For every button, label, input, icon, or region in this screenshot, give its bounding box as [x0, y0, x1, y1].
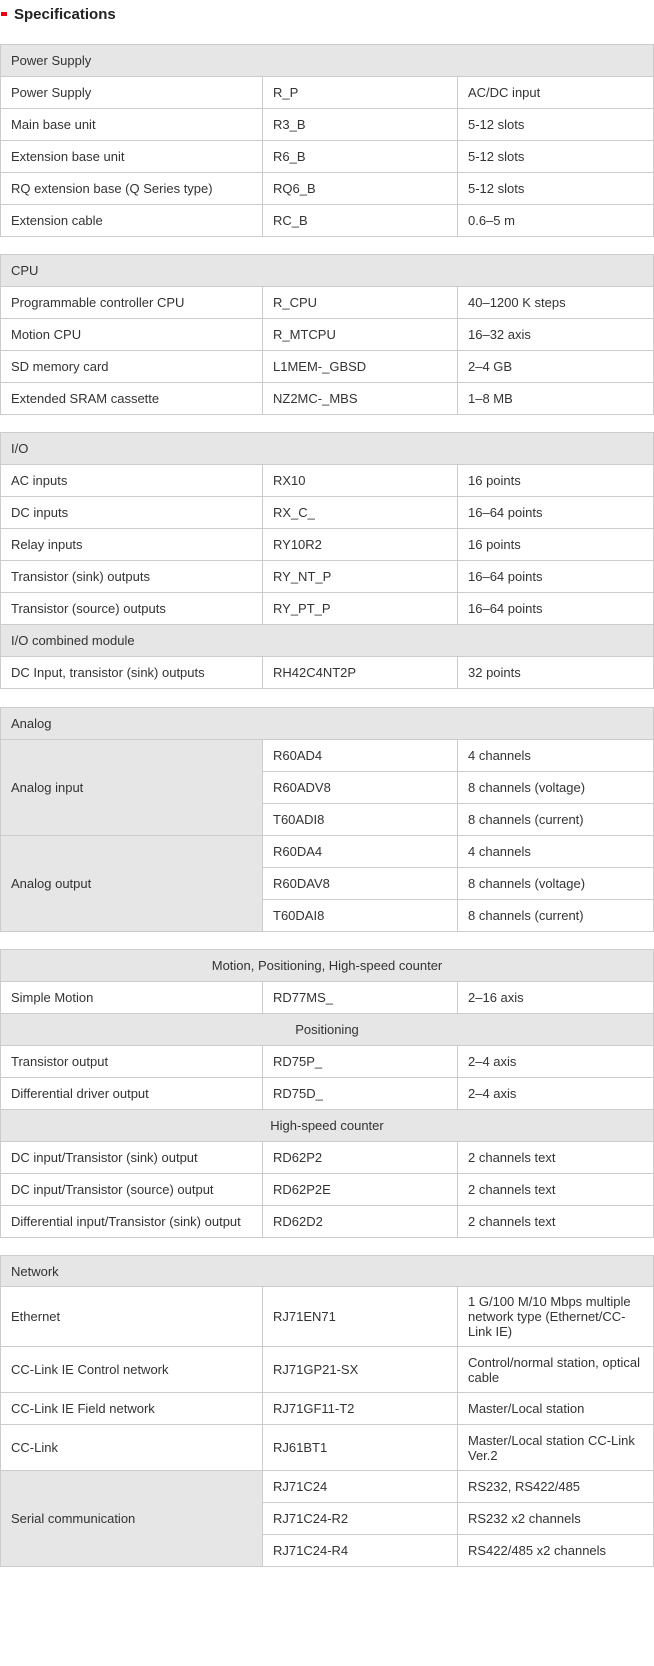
item-name: Main base unit — [1, 109, 263, 141]
item-name: Analog input — [1, 740, 263, 836]
item-spec: 16 points — [458, 465, 654, 497]
item-spec: RS232 x2 channels — [458, 1503, 654, 1535]
item-name: Relay inputs — [1, 529, 263, 561]
item-model: RD75D_ — [263, 1078, 458, 1110]
item-name: Transistor output — [1, 1046, 263, 1078]
item-model: RD62P2 — [263, 1142, 458, 1174]
io-table — [0, 432, 654, 689]
item-spec: 2–16 axis — [458, 982, 654, 1014]
network-table — [0, 1255, 654, 1567]
item-model: RX10 — [263, 465, 458, 497]
item-model: RD75P_ — [263, 1046, 458, 1078]
item-name: Differential driver output — [1, 1078, 263, 1110]
item-model: RJ71C24-R2 — [263, 1503, 458, 1535]
table-header: Power Supply — [1, 45, 654, 77]
item-name: DC input/Transistor (source) output — [1, 1174, 263, 1206]
item-model: T60DAI8 — [263, 900, 458, 932]
item-model: R6_B — [263, 141, 458, 173]
item-model: R60AD4 — [263, 740, 458, 772]
table-row — [1, 383, 654, 415]
item-spec: Master/Local station CC-Link Ver.2 — [458, 1425, 654, 1471]
item-model: RJ71C24-R4 — [263, 1535, 458, 1567]
item-spec: 16–32 axis — [458, 319, 654, 351]
item-spec: 0.6–5 m — [458, 205, 654, 237]
item-model: RX_C_ — [263, 497, 458, 529]
table-row — [1, 1206, 654, 1238]
item-model: R_P — [263, 77, 458, 109]
table-row — [1, 593, 654, 625]
item-model: NZ2MC-_MBS — [263, 383, 458, 415]
item-name: DC input/Transistor (sink) output — [1, 1142, 263, 1174]
item-spec: 8 channels (voltage) — [458, 868, 654, 900]
item-spec: 8 channels (current) — [458, 900, 654, 932]
table-header: CPU — [1, 255, 654, 287]
item-model: RD62D2 — [263, 1206, 458, 1238]
item-name: Motion CPU — [1, 319, 263, 351]
table-row — [1, 657, 654, 689]
item-spec: 2–4 GB — [458, 351, 654, 383]
item-name: AC inputs — [1, 465, 263, 497]
item-model: RD77MS_ — [263, 982, 458, 1014]
item-spec: 16 points — [458, 529, 654, 561]
item-spec: 5-12 slots — [458, 173, 654, 205]
item-spec: Control/normal station, optical cable — [458, 1347, 654, 1393]
item-spec: 4 channels — [458, 740, 654, 772]
item-model: T60ADI8 — [263, 804, 458, 836]
table-row — [1, 1142, 654, 1174]
table-row — [1, 319, 654, 351]
item-model: R_MTCPU — [263, 319, 458, 351]
item-name: RQ extension base (Q Series type) — [1, 173, 263, 205]
table-row — [1, 205, 654, 237]
item-name: CC-Link IE Control network — [1, 1347, 263, 1393]
table-header: Analog — [1, 708, 654, 740]
item-spec: Master/Local station — [458, 1393, 654, 1425]
item-name: Differential input/Transistor (sink) output — [1, 1206, 263, 1238]
item-spec: 1 G/100 M/10 Mbps multiple network type (Ethernet/CC-Link IE) — [458, 1287, 654, 1347]
item-spec: 2–4 axis — [458, 1046, 654, 1078]
item-name: Simple Motion — [1, 982, 263, 1014]
item-spec: 5-12 slots — [458, 109, 654, 141]
item-model: R60DA4 — [263, 836, 458, 868]
table-row — [1, 836, 654, 868]
item-model: RC_B — [263, 205, 458, 237]
item-name: CC-Link — [1, 1425, 263, 1471]
cpu-table — [0, 254, 654, 415]
table-row — [1, 1347, 654, 1393]
table-row — [1, 740, 654, 772]
item-spec: 2 channels text — [458, 1206, 654, 1238]
item-model: RJ61BT1 — [263, 1425, 458, 1471]
item-spec: 2 channels text — [458, 1142, 654, 1174]
item-name: Extension base unit — [1, 141, 263, 173]
table-row — [1, 109, 654, 141]
analog-table — [0, 707, 654, 932]
table-row — [1, 1078, 654, 1110]
item-model: RJ71EN71 — [263, 1287, 458, 1347]
table-header: Motion, Positioning, High-speed counter — [1, 950, 654, 982]
item-spec: 1–8 MB — [458, 383, 654, 415]
item-name: CC-Link IE Field network — [1, 1393, 263, 1425]
item-model: RJ71GP21-SX — [263, 1347, 458, 1393]
item-model: RD62P2E — [263, 1174, 458, 1206]
item-spec: AC/DC input — [458, 77, 654, 109]
table-header: Network — [1, 1256, 654, 1287]
item-name: DC Input, transistor (sink) outputs — [1, 657, 263, 689]
item-spec: 5-12 slots — [458, 141, 654, 173]
item-model: RY_PT_P — [263, 593, 458, 625]
table-row — [1, 1287, 654, 1347]
item-spec: 8 channels (current) — [458, 804, 654, 836]
table-row — [1, 529, 654, 561]
table-row — [1, 287, 654, 319]
item-spec: 8 channels (voltage) — [458, 772, 654, 804]
item-model: RQ6_B — [263, 173, 458, 205]
table-row — [1, 351, 654, 383]
item-model: RY10R2 — [263, 529, 458, 561]
item-model: RH42C4NT2P — [263, 657, 458, 689]
item-model: R60ADV8 — [263, 772, 458, 804]
table-row — [1, 1174, 654, 1206]
item-model: RY_NT_P — [263, 561, 458, 593]
item-name: Serial communication — [1, 1471, 263, 1567]
item-name: Transistor (sink) outputs — [1, 561, 263, 593]
table-row — [1, 1425, 654, 1471]
item-spec: 2 channels text — [458, 1174, 654, 1206]
table-row — [1, 1393, 654, 1425]
item-model: L1MEM-_GBSD — [263, 351, 458, 383]
table-row — [1, 173, 654, 205]
table-header: I/O — [1, 433, 654, 465]
item-name: Ethernet — [1, 1287, 263, 1347]
item-spec: 32 points — [458, 657, 654, 689]
item-spec: 4 channels — [458, 836, 654, 868]
item-name: Programmable controller CPU — [1, 287, 263, 319]
item-name: Analog output — [1, 836, 263, 932]
table-row — [1, 465, 654, 497]
section-heading — [0, 2, 116, 26]
table-row — [1, 561, 654, 593]
table-row — [1, 77, 654, 109]
item-model: RJ71GF11-T2 — [263, 1393, 458, 1425]
item-spec: 16–64 points — [458, 593, 654, 625]
item-name: DC inputs — [1, 497, 263, 529]
table-subheader: I/O combined module — [1, 625, 654, 657]
motion-table — [0, 949, 654, 1238]
item-name: Power Supply — [1, 77, 263, 109]
page-title: Specifications — [14, 5, 116, 23]
item-name: SD memory card — [1, 351, 263, 383]
table-row — [1, 141, 654, 173]
item-model: RJ71C24 — [263, 1471, 458, 1503]
table-row — [1, 497, 654, 529]
power-supply-table — [0, 44, 654, 237]
item-spec: RS422/485 x2 channels — [458, 1535, 654, 1567]
item-model: R3_B — [263, 109, 458, 141]
item-spec: 16–64 points — [458, 497, 654, 529]
item-name: Extended SRAM cassette — [1, 383, 263, 415]
table-row — [1, 982, 654, 1014]
table-row — [1, 1046, 654, 1078]
heading-accent-bar — [1, 12, 7, 16]
item-spec: 40–1200 K steps — [458, 287, 654, 319]
table-subheader: High-speed counter — [1, 1110, 654, 1142]
item-model: R60DAV8 — [263, 868, 458, 900]
table-row — [1, 1471, 654, 1503]
item-name: Transistor (source) outputs — [1, 593, 263, 625]
item-name: Extension cable — [1, 205, 263, 237]
table-subheader: Positioning — [1, 1014, 654, 1046]
item-model: R_CPU — [263, 287, 458, 319]
item-spec: RS232, RS422/485 — [458, 1471, 654, 1503]
item-spec: 2–4 axis — [458, 1078, 654, 1110]
item-spec: 16–64 points — [458, 561, 654, 593]
